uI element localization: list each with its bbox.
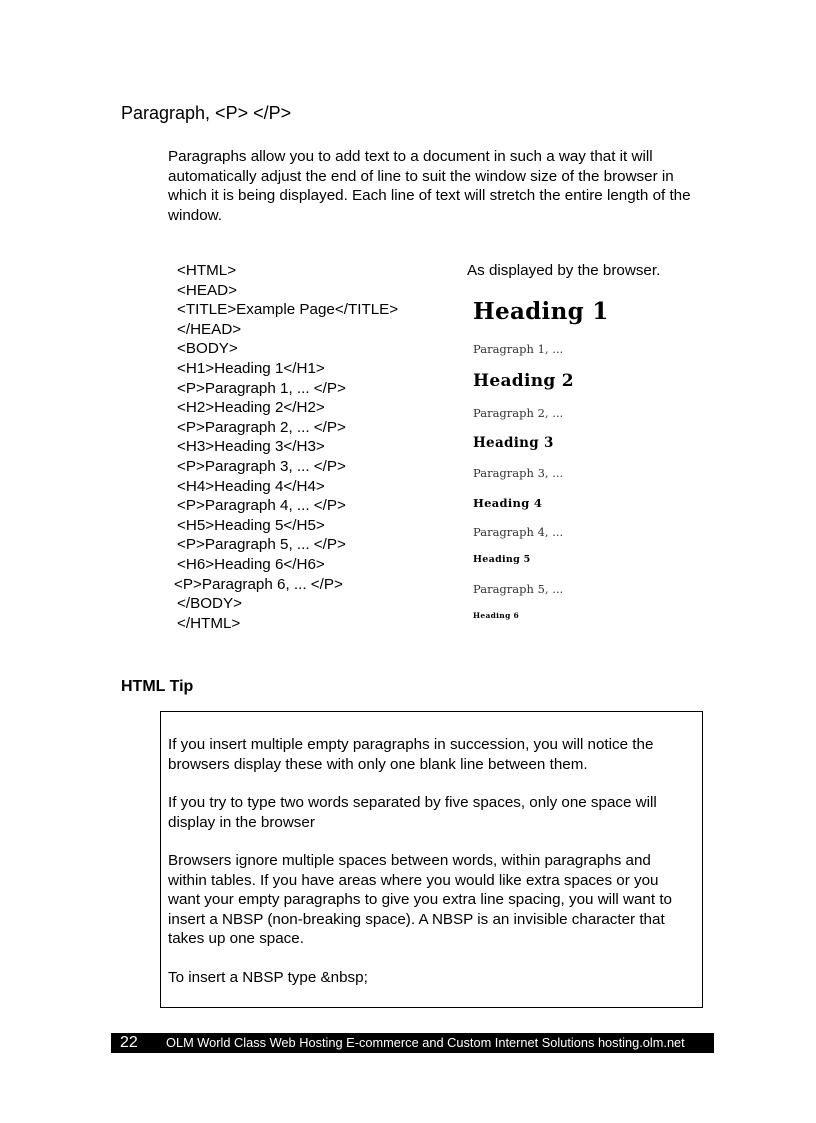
html-code-listing — [174, 261, 399, 633]
page-footer — [111, 1033, 714, 1053]
preview-paragraph-3: Paragraph 3, ... — [473, 466, 564, 480]
preview-heading-1: Heading 1 — [473, 298, 609, 325]
preview-paragraph-4: Paragraph 4, ... — [473, 525, 564, 539]
code-line: <H4>Heading 4</H4> — [177, 477, 325, 495]
code-line: <BODY> — [177, 340, 238, 358]
tip-paragraph: To insert a NBSP type &nbsp; — [168, 969, 368, 986]
preview-heading-4: Heading 4 — [473, 496, 543, 510]
code-line: <H2>Heading 2</H2> — [177, 399, 325, 417]
code-line: <P>Paragraph 2, ... </P> — [177, 418, 346, 436]
code-line: </HEAD> — [177, 320, 242, 338]
footer-text: OLM World Class Web Hosting E-commerce and Custom Internet Solutions hosting.olm.net — [166, 1035, 685, 1050]
browser-preview-caption: As displayed by the browser. — [467, 262, 661, 279]
code-line: <P>Paragraph 6, ... </P> — [174, 575, 343, 593]
code-line: <H3>Heading 3</H3> — [177, 438, 325, 456]
code-line: <TITLE>Example Page</TITLE> — [177, 301, 399, 319]
tip-paragraph: Browsers ignore multiple spaces between words, within paragraphs and within tables. If you have areas where you would like extra spaces or you want your empty paragraphs to give you extra line spacing, you will want to insert a NBSP (non-breaking space). A NBSP is an invisible character that takes up one space. — [168, 852, 672, 948]
code-line: <H1>Heading 1</H1> — [177, 359, 325, 377]
preview-paragraph-1: Paragraph 1, ... — [473, 342, 564, 356]
browser-preview — [473, 0, 673, 650]
code-line: <HEAD> — [177, 281, 237, 299]
page-number: 22 — [120, 1034, 138, 1051]
code-line: <P>Paragraph 1, ... </P> — [177, 379, 346, 397]
code-line: <H5>Heading 5</H5> — [177, 516, 325, 534]
preview-heading-2: Heading 2 — [473, 371, 574, 391]
code-line: <H6>Heading 6</H6> — [177, 555, 325, 573]
preview-heading-3: Heading 3 — [473, 435, 554, 451]
preview-heading-5: Heading 5 — [473, 554, 531, 565]
tip-paragraph: If you try to type two words separated by five spaces, only one space will display in the browser — [168, 794, 657, 831]
intro-paragraph: Paragraphs allow you to add text to a document in such a way that it will automatically adjust the end of line to suit the window size of the browser in which it is being displayed. Each line of text will stretch the entire length of the window. — [168, 148, 691, 224]
code-line: </HTML> — [177, 614, 241, 632]
tip-paragraph: If you insert multiple empty paragraphs in succession, you will notice the browsers display these with only one blank line between them. — [168, 736, 654, 773]
code-line: <P>Paragraph 5, ... </P> — [177, 536, 346, 554]
code-line: <P>Paragraph 3, ... </P> — [177, 457, 346, 475]
code-line: <HTML> — [177, 262, 237, 279]
code-line: </BODY> — [177, 595, 242, 613]
code-line: <P>Paragraph 4, ... </P> — [177, 497, 346, 515]
preview-heading-6: Heading 6 — [473, 611, 520, 620]
preview-paragraph-5: Paragraph 5, ... — [473, 582, 564, 596]
section-title: Paragraph, <P> </P> — [121, 103, 292, 123]
tip-box — [160, 711, 703, 1008]
tip-title: HTML Tip — [121, 678, 194, 695]
preview-paragraph-2: Paragraph 2, ... — [473, 406, 564, 420]
